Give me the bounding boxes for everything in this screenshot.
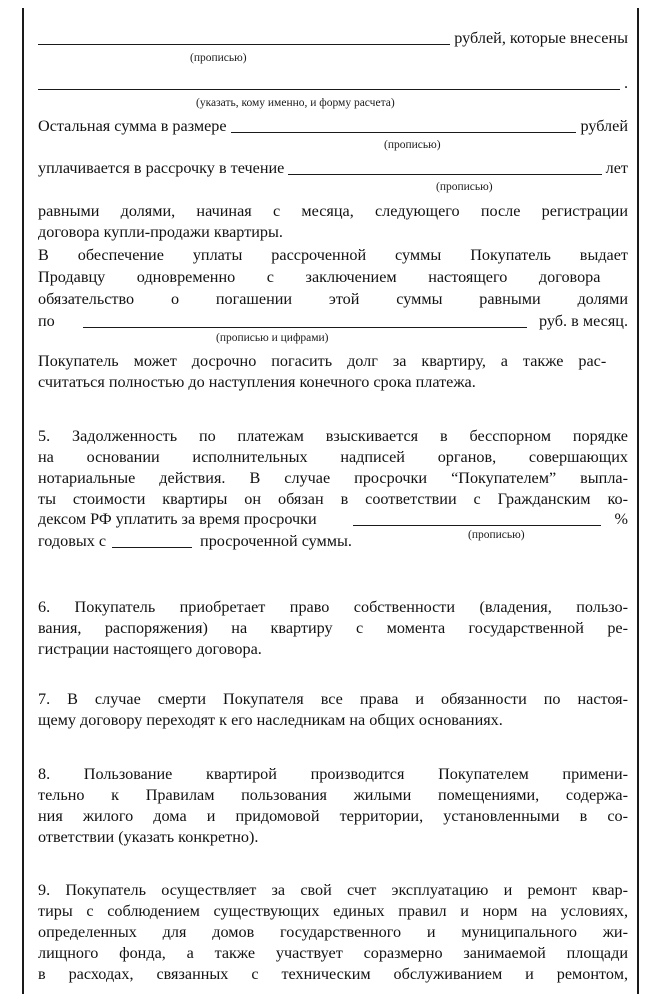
p9-line: определенных для домов государственного и муниципального жи- (38, 923, 628, 941)
remaining-sum-label: Остальная сумма в размере (38, 117, 227, 135)
monthly-payment-line (38, 311, 628, 331)
p6-line: 6. Покупатель приобретает право собственности (владения, пользо- (38, 598, 628, 616)
remaining-sum-line (38, 116, 628, 136)
recipient-hint: (указать, кому именно, и форму расчета) (196, 97, 395, 109)
p5-line: ты стоимости квартиры он обязан в соответствии с Гражданским ко- (38, 490, 628, 508)
monthly-payment-blank[interactable] (83, 312, 527, 328)
p9-line: 9. Покупатель осуществляет за свой счет эксплуатацию и ремонт квар- (38, 881, 628, 899)
text-line: считаться полностью до наступления конечного срока платежа. (38, 373, 476, 391)
p8-line: ответствии (указать конкретно). (38, 828, 259, 846)
installment-blank[interactable] (288, 159, 601, 175)
monthly-payment-unit: руб. в месяц. (539, 312, 628, 330)
recipient-line (38, 73, 628, 93)
installment-hint: (прописью) (436, 181, 493, 193)
p5-line: нотариальные действия. В случае просрочки “Покупателем” выпла- (38, 469, 628, 487)
paid-amount-line (38, 28, 628, 48)
p8-line: тельно к Правилам пользования жилыми помещениями, содержа- (38, 786, 628, 804)
text-line: договора купли-продажи квартиры. (38, 223, 283, 241)
text-line-content: Покупатель может досрочно погасить долг за квартиру, а также рас- (38, 352, 607, 370)
penalty-base-line (38, 531, 458, 551)
p5-line: 5. Задолженность по платежам взыскивается в бесспорном порядке (38, 427, 628, 445)
installment-unit: лет (605, 159, 628, 177)
penalty-rate-blank[interactable] (353, 510, 601, 526)
recipient-end: . (623, 74, 628, 92)
penalty-base-blank[interactable] (112, 532, 192, 548)
penalty-rate-unit: % (614, 510, 628, 528)
paid-amount-hint: (прописью) (190, 52, 247, 64)
p6-line: вания, распоряжения) на квартиру с момента государственной ре- (38, 619, 628, 637)
text-line: В обеспечение уплаты рассроченной суммы Покупатель выдает (38, 246, 628, 264)
p8-line: 8. Пользование квартирой производится Покупателем примени- (38, 765, 628, 783)
penalty-rate-hint: (прописью) (468, 529, 525, 541)
p9-line: тиры с соблюдением существующих единых правил и норм на условиях, (38, 902, 628, 920)
remaining-sum-blank[interactable] (231, 117, 577, 133)
recipient-blank[interactable] (38, 74, 620, 90)
p8-line: ния жилого дома и придомовой территории, установленными в со- (38, 807, 628, 825)
installment-line (38, 158, 628, 178)
p7-line: 7. В случае смерти Покупателя все права и обязанности по настоя- (38, 690, 628, 708)
p5-line: на основании исполнительных надписей органов, совершающих (38, 448, 628, 466)
paid-amount-blank[interactable] (38, 29, 450, 45)
p7-line: щему договору переходят к его наследникам на общих основаниях. (38, 711, 503, 729)
penalty-rate-line (38, 509, 628, 529)
installment-label: уплачивается в рассрочку в течение (38, 159, 285, 177)
remaining-sum-unit: рублей (580, 117, 628, 135)
monthly-payment-prefix: по (38, 312, 55, 330)
p9-line: лищного фонда, а также участвует соразмерно занимаемой площади (38, 944, 628, 962)
penalty-base-text: просроченной суммы. (200, 532, 352, 550)
monthly-payment-hint: (прописью и цифрами) (216, 332, 329, 344)
text-line: обязательство о погашении этой суммы равными долями (38, 290, 628, 308)
text-line: Продавцу одновременно с заключением настоящего договора (38, 268, 601, 286)
remaining-sum-hint: (прописью) (384, 139, 441, 151)
penalty-rate-label: дексом РФ уплатить за время просрочки (38, 510, 317, 528)
penalty-base-label: годовых с (38, 532, 107, 550)
text-line (38, 351, 628, 371)
p6-line: гистрации настоящего договора. (38, 640, 262, 658)
p9-line: в расходах, связанных с техническим обслуживанием и ремонтом, (38, 965, 628, 983)
text-line: равными долями, начиная с месяца, следующего после регистрации (38, 202, 628, 220)
paid-amount-text: рублей, которые внесены (454, 29, 628, 47)
